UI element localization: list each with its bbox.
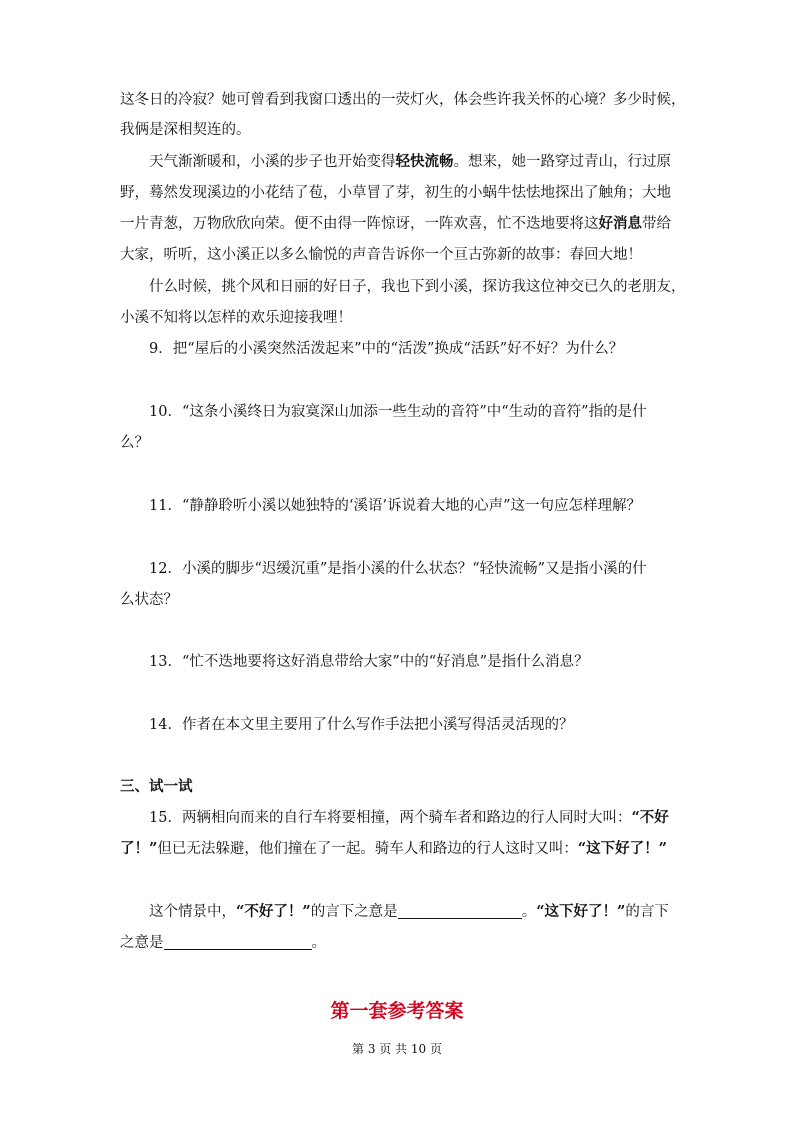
question-12-line2: 么状态？: [120, 592, 178, 608]
page-footer: 第 3 页 共 10 页: [352, 1042, 442, 1056]
bold-phrase: 了！”: [120, 840, 158, 857]
bold-phrase: “这下好了！”: [536, 903, 626, 920]
bold-phrase: “这下好了！”: [577, 840, 668, 857]
text-run: 15．两辆相向而来的自行车将要相撞，两个骑车者和路边的行人同时大叫：: [149, 810, 632, 826]
question-10-line1: 10．“这条小溪终日为寂寞深山加添一些生动的音符”中“生动的音符”指的是什: [149, 404, 647, 420]
passage-p1-line1: 这冬日的冷寂？她可曾看到我窗口透出的一荧灯火，体会些许我关怀的心境？多少时候，: [120, 92, 686, 108]
question-15-fill-line1: [149, 902, 669, 922]
text-run: 天气渐渐暖和，小溪的步子也开始变得: [149, 154, 396, 170]
text-run: 带给: [642, 216, 671, 232]
text-run: 。想来，她一路穿过青山，行过原: [453, 154, 671, 170]
answer-section-title: 第一套参考答案: [330, 1000, 464, 1022]
question-12-line1: 12．小溪的脚步“迟缓沉重”是指小溪的什么状态？“轻快流畅”又是指小溪的什: [149, 561, 647, 577]
question-14: 14．作者在本文里主要用了什么写作手法把小溪写得活灵活现的？: [149, 717, 574, 733]
question-15-line2: [120, 839, 667, 859]
text-run: 。: [521, 904, 537, 920]
passage-p2-line2: 野，蓦然发现溪边的小花结了苞，小草冒了芽，初生的小蜗牛怯怯地探出了触角；大地: [120, 185, 671, 201]
text-run: 但已无法躲避，他们撞在了一起。骑车人和路边的行人这时又叫：: [157, 841, 578, 857]
text-run: 的言下: [625, 904, 669, 920]
question-11: 11．“静静聆听小溪以她独特的‘溪语’诉说着大地的心声”这一句应怎样理解？: [149, 498, 641, 514]
text-run: 这个情景中，: [149, 904, 236, 920]
answer-blank-1[interactable]: [398, 903, 522, 919]
passage-p1-line2: 我俩是深相契连的。: [120, 122, 251, 138]
passage-p2-line4: 大家，听听，这小溪正以多么愉悦的声音告诉你一个亘古弥新的故事：春回大地！: [120, 247, 642, 263]
bold-phrase: “不好: [631, 809, 669, 826]
question-10-line2: 么？: [120, 435, 149, 451]
text-run: 一片青葱，万物欣欣向荣。便不由得一阵惊讶，一阵欢喜，忙不迭地要将这: [120, 216, 599, 232]
question-9: 9．把“屋后的小溪突然活泼起来”中的“活泼”换成“活跃”好不好？为什么？: [149, 341, 624, 357]
text-run: 。: [311, 935, 326, 951]
passage-p3-line1: 什么时候，挑个风和日丽的好日子，我也下到小溪，探访我这位神交已久的老朋友，: [149, 279, 686, 295]
passage-p2-line1: [149, 152, 671, 172]
bold-phrase: 好消息: [598, 215, 642, 232]
bold-phrase: “不好了！”: [236, 903, 311, 920]
text-run: 之意是: [120, 935, 164, 951]
text-run: 的言下之意是: [310, 904, 398, 920]
bold-phrase: 轻快流畅: [395, 153, 454, 170]
passage-p2-line3: [120, 214, 671, 234]
answer-blank-2[interactable]: [164, 934, 312, 950]
section-3-heading: 三、试一试: [120, 779, 193, 795]
question-13: 13．“忙不迭地要将这好消息带给大家”中的“好消息”是指什么消息？: [149, 654, 589, 670]
question-15-fill-line2: [120, 933, 326, 953]
passage-p3-line2: 小溪不知将以怎样的欢乐迎接我哩！: [120, 310, 352, 326]
question-15-line1: [149, 808, 669, 828]
